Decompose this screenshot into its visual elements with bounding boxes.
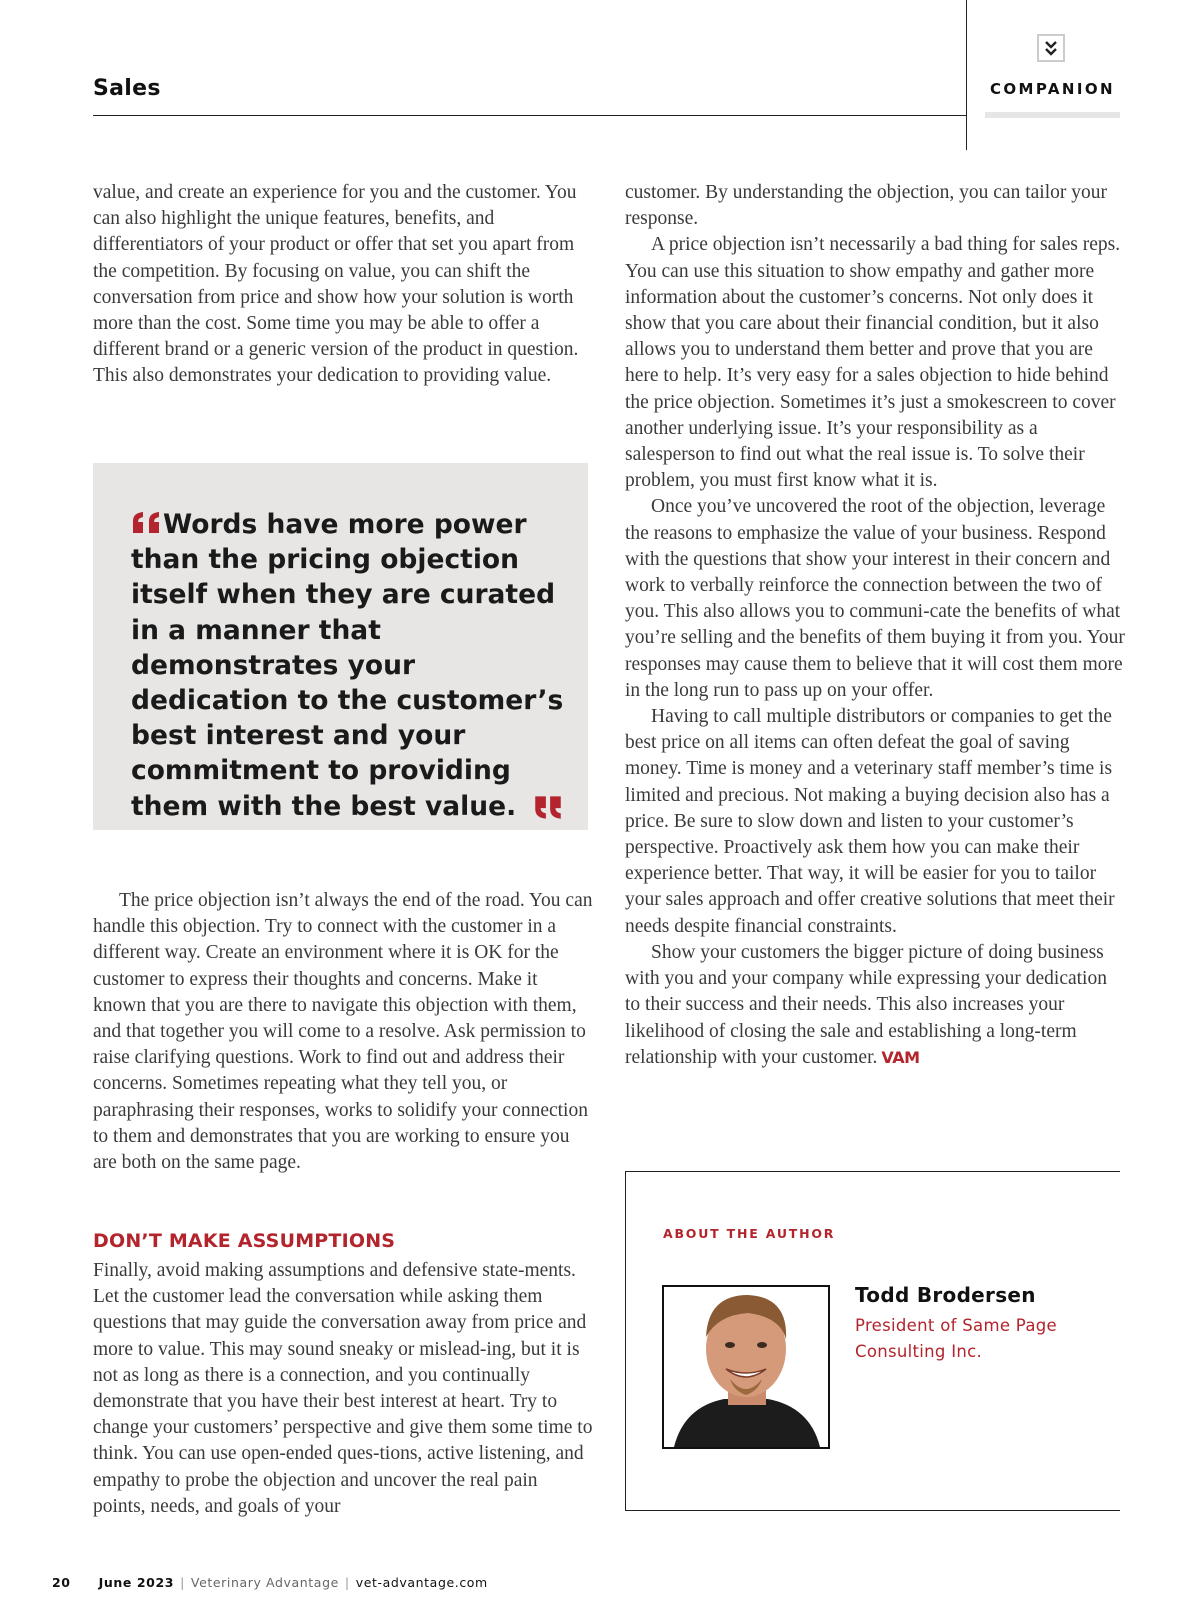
header-divider	[93, 115, 967, 116]
paragraph: A price objection isn’t necessarily a bad thing for sales reps. You can use this situation to show empathy and gather more information about the customer’s concerns. Not only does it show that you care about their financial condition, but it also allows you to understand them better and prove that you are here to help. It’s very easy for a sales objection to hide behind the price objection. Sometimes it’s just a smokescreen to cover another underlying issue. It’s your responsibility as a salesperson to find out what the real issue is. To solve their problem, you must first know what it is.	[625, 234, 1121, 492]
page-number: 20	[52, 1575, 71, 1590]
section-title: Sales	[93, 76, 161, 101]
author-name: Todd Brodersen	[855, 1283, 1036, 1307]
paragraph-last	[625, 940, 1125, 1071]
double-chevron-down-icon	[1044, 40, 1058, 56]
author-portrait-icon	[664, 1287, 828, 1447]
pull-quote-text: Words have more power than the pricing objection itself when they are curated in a manner that demonstrates your dedication to the customer’s best interest and your commitment to providing them with the best value.	[131, 509, 564, 822]
issue-date: June 2023	[98, 1575, 175, 1590]
paragraph: customer. By understanding the objection, you can tailor your response.	[625, 182, 1107, 230]
open-quote-icon	[131, 511, 163, 535]
companion-underline	[985, 112, 1120, 118]
footer-separator: |	[344, 1575, 350, 1590]
paragraph: value, and create an experience for you and the customer. You can also highlight the unique features, benefits, and differentiators of your product or offer that set you apart from the competition. By focusing on value, you can shift the conversation from price and show how your solution is worth more than the cost. Some time you may be able to offer a different brand or a generic version of the product in question. This also demonstrates your dedication to providing value.	[93, 182, 579, 387]
pull-quote	[93, 463, 588, 830]
author-title: President of Same Page Consulting Inc.	[855, 1316, 1057, 1361]
website-link[interactable]: vet-advantage.com	[355, 1575, 488, 1590]
column1-paragraph-top	[93, 180, 593, 390]
author-photo	[662, 1285, 830, 1449]
publication-name: Veterinary Advantage	[190, 1575, 339, 1590]
vam-end-mark: VAM	[881, 1047, 920, 1067]
companion-label[interactable]: COMPANION	[990, 80, 1115, 98]
footer-separator: |	[180, 1575, 185, 1590]
paragraph: Finally, avoid making assumptions and defensive state-ments. Let the customer lead the conversation while asking them questions that may guide the conversation away from price and more to value. This may sound sneaky or mislead-ing, but it is not as long as there is a connection, and you continually demonstrate that you have their best interest at heart. Try to change your customers’ perspective and give them some time to think. You can use open-ended ques-tions, active listening, and empathy to probe the objection and uncover the real pain points, needs, and goals of your	[93, 1260, 593, 1517]
about-author-label: ABOUT THE AUTHOR	[663, 1226, 836, 1241]
header-vertical-divider	[966, 0, 967, 150]
paragraph: Having to call multiple distributors or companies to get the best price on all items can often defeat the goal of saving money. Time is money and a veterinary staff member’s time is limited and precious. Not making a buying decision also has a price. Be sure to slow down and listen to your customer’s perspective. Proactively ask them how you can make their experience better. That way, it will be easier for you to tailor your sales approach and offer creative solutions that meet their needs despite financial constraints.	[625, 706, 1115, 937]
paragraph: Once you’ve uncovered the root of the objection, leverage the reasons to emphasize the value of your business. Respond with the questions that show your interest in their concern and work to verbally reinforce the connection between the two of you. This also allows you to communi-cate the benefits of what you’re selling and the benefits of them buying it from you. Your responses may cause them to believe that it will cost them more in the long run to pass up on your offer.	[625, 496, 1125, 701]
pull-quote-content	[131, 507, 576, 824]
column1-paragraph-mid	[93, 888, 593, 1176]
close-quote-icon	[531, 794, 565, 820]
column1-paragraph-bottom	[93, 1258, 593, 1520]
companion-button[interactable]	[1037, 34, 1065, 62]
section-heading: DON’T MAKE ASSUMPTIONS	[93, 1230, 396, 1252]
column2-text	[625, 180, 1125, 1071]
paragraph-text: Show your customers the bigger picture of doing business with you and your company while expressing your dedication to their success and their needs. This also increases your likelihood of closing the sale and establishing a long-term relationship with your customer.	[625, 941, 1107, 1068]
page-footer	[52, 1575, 488, 1590]
paragraph: The price objection isn’t always the end of the road. You can handle this objection. Try to connect with the customer in a different way. Create an environment where it is OK for the customer to express their thoughts and concerns. Make it known that you are there to navigate this objection with them, and that together you will come to a resolve. Ask permission to raise clarifying questions. Work to find out and address their concerns. Sometimes repeating what they tell you, or paraphrasing their responses, works to solidify your connection to them and demonstrates that you are working to ensure you are both on the same page.	[93, 890, 593, 1174]
